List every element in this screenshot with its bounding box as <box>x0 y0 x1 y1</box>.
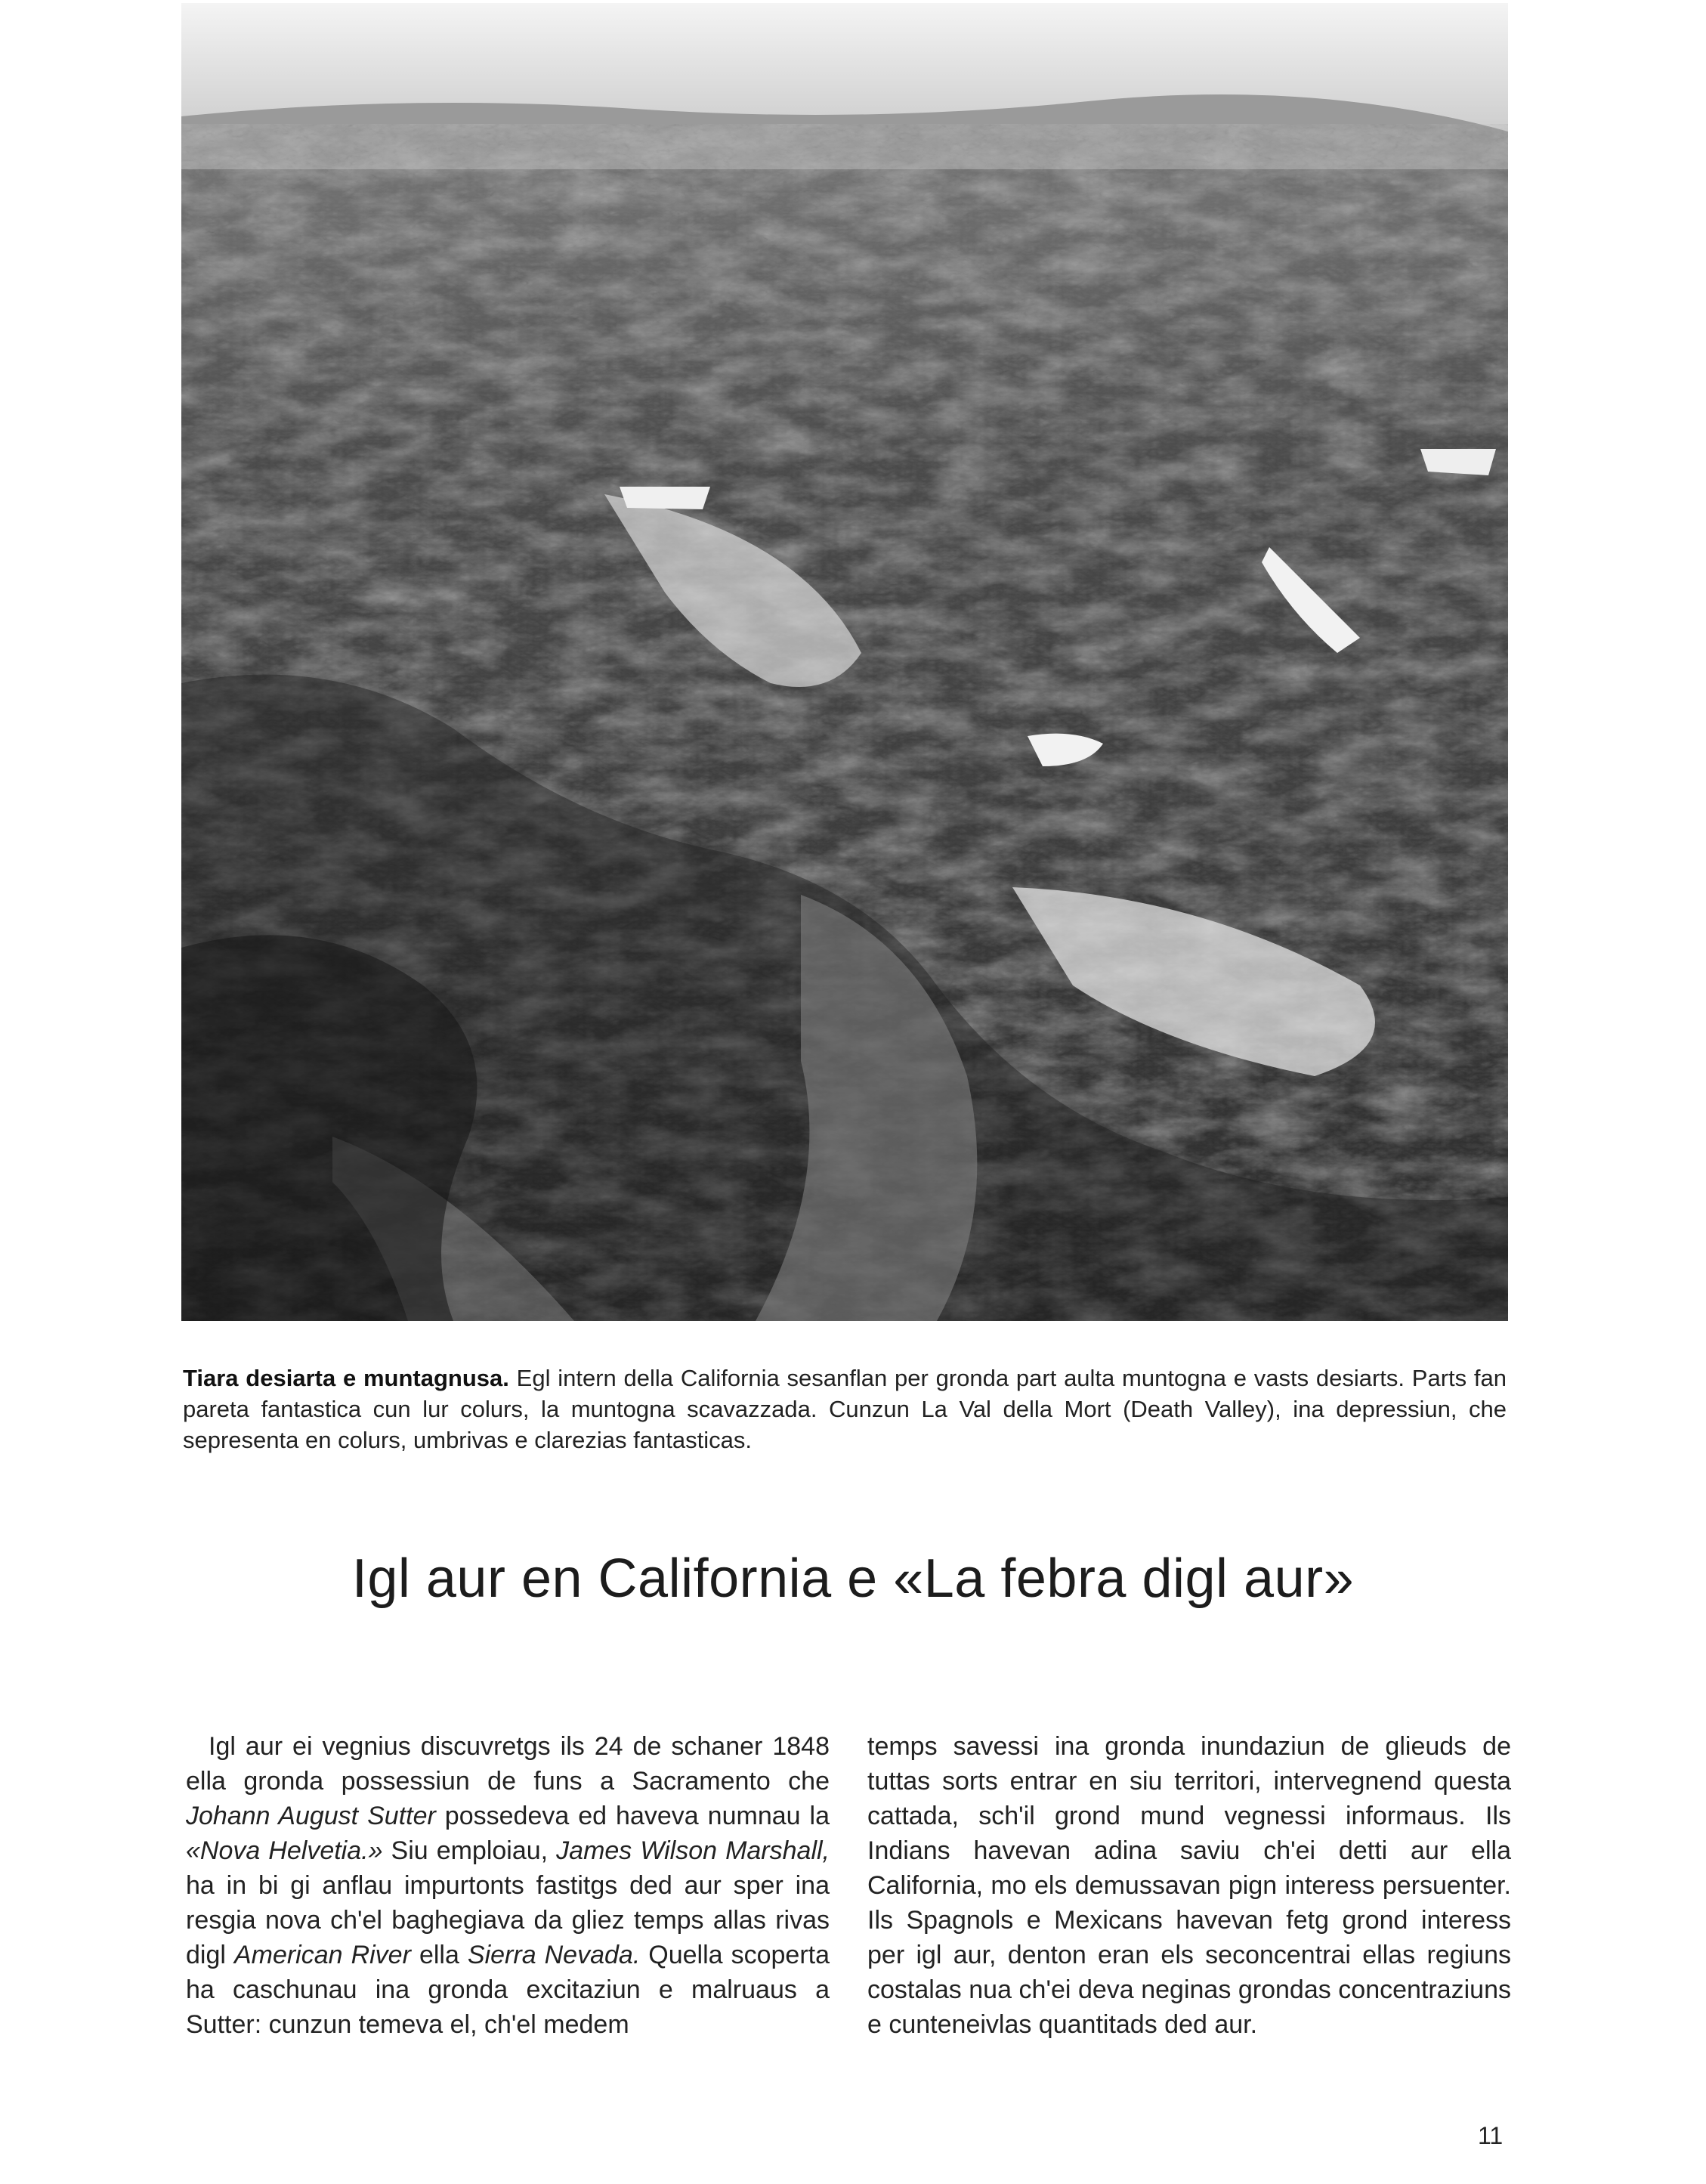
article-column-right: temps savessi ina gronda inundaziun de glieuds de tuttas sorts entrar en siu territori, intervegnend questa cattada, sch'il grond mund vegnessi informaus. Ils Indians havevan adina saviu ch'ei detti aur ella California, mo els demussavan pign interess persuenter. Ils Spagnols e Mexicans havevan fetg grond interess per igl aur, denton eran els seconcentrai ellas regiuns costalas nua ch'ei deva neginas grondas concentraziuns e cunteneivlas quantitads ded aur. <box>867 1732 1511 2039</box>
article-headline: Igl aur en California e «La febra digl aur» <box>351 1548 1355 1609</box>
col-left-text-4: ha in bi gi anflau impurtonts fastitgs ded aur sper ina resgia nova ch'el baghegiava da gliez temps allas rivas digl <box>186 1871 830 1969</box>
photo-caption <box>183 1363 1507 1455</box>
col-left-text-5: ella <box>410 1941 468 1969</box>
aerial-landscape-photo <box>181 3 1508 1321</box>
caption-text: Egl intern della California sesanflan per gronda part aulta muntogna e vasts desiarts. Parts fan pareta fantastica cun lur colurs, la muntogna scavazzada. Cunzun La Val della Mort (Death Valley), ina depressiun, che sepresenta en colurs, umbrivas e clarezias fantasticas. <box>183 1365 1507 1453</box>
desert-mountain-image <box>181 3 1508 1321</box>
col-left-text-1: Igl aur ei vegnius discuvretgs ils 24 de schaner 1848 ella gronda possessiun de funs a Sacramento che <box>186 1732 830 1796</box>
col-left-italic-5: Sierra Nevada. <box>467 1941 641 1969</box>
article-column-left <box>186 1729 830 2042</box>
col-left-italic-3: James Wilson Marshall, <box>556 1836 830 1865</box>
col-left-text-6: Quella scoperta ha caschunau ina gronda excitaziun e malruaus a Sutter: cunzun temeva el, ch'el medem <box>186 1941 830 2039</box>
col-left-text-3: Siu emploiau, <box>382 1836 557 1865</box>
col-left-italic-2: «Nova Helvetia.» <box>186 1836 383 1865</box>
col-left-text-2: possedeva ed haveva numnau la <box>435 1802 830 1830</box>
caption-title: Tiara desiarta e muntagnusa. <box>183 1365 509 1391</box>
page-number: 11 <box>1478 2122 1504 2149</box>
col-left-italic-1: Johann August Sutter <box>186 1802 436 1830</box>
col-left-italic-4: American River <box>233 1941 411 1969</box>
